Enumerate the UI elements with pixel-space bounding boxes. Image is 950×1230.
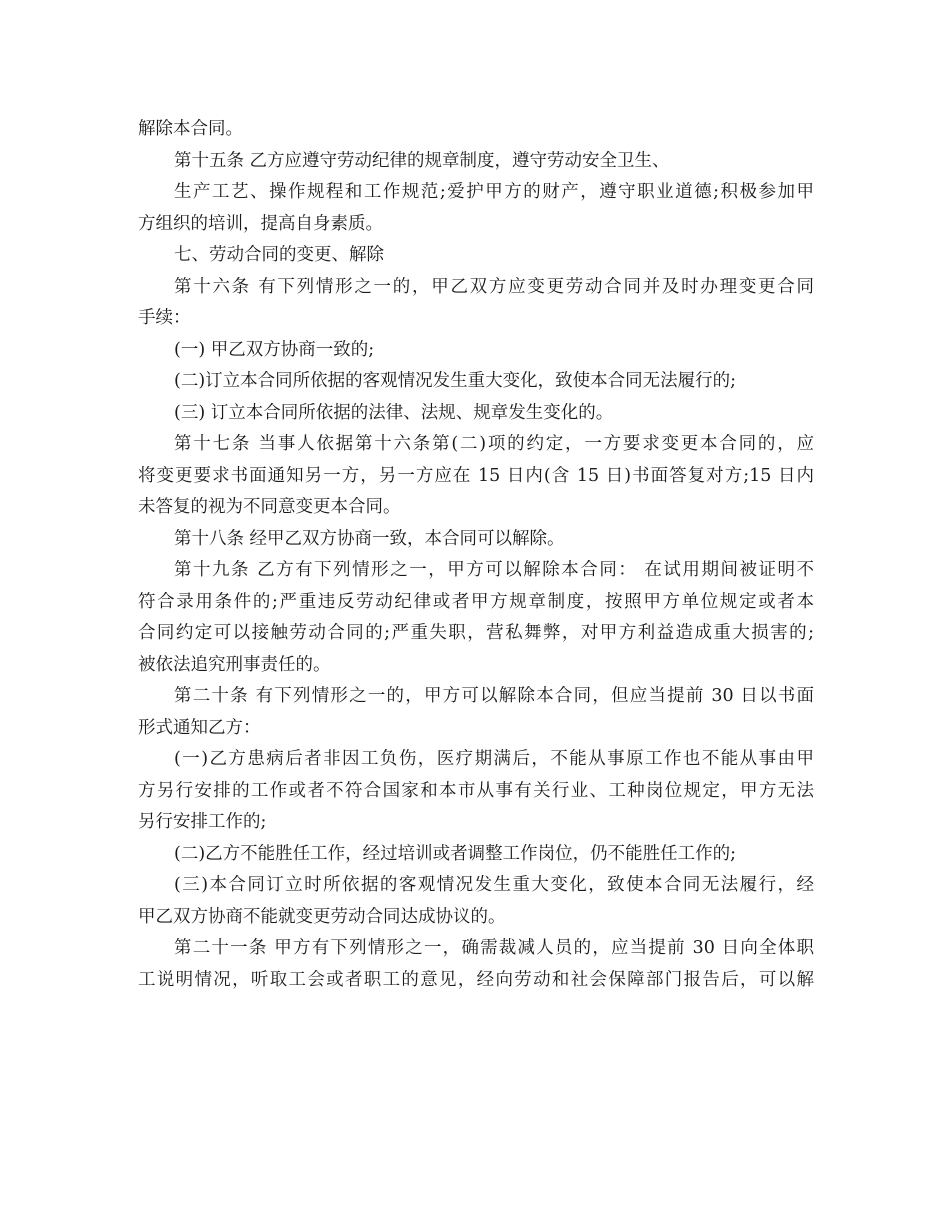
list-item: (二)乙方不能胜任工作，经过培训或者调整工作岗位，仍不能胜任工作的; xyxy=(174,843,737,864)
list-item: (三) 订立本合同所依据的法律、法规、规章发生变化的。 xyxy=(174,402,614,423)
text-line: 被依法追究刑事责任的。 xyxy=(138,654,331,675)
contract-text-body xyxy=(138,114,814,996)
section-7-heading: 七、劳动合同的变更、解除 xyxy=(174,245,384,265)
text-line: 形式通知乙方： xyxy=(138,717,261,738)
text-line: 将变更要求书面通知另一方，另一方应在 15 日内(含 15 日)书面答复对方;15 日内 xyxy=(138,465,814,486)
text-line: 符合录用条件的;严重违反劳动纪律或者甲方规章制度，按照甲方单位规定或者本 xyxy=(138,591,814,612)
article-18-line: 第十八条 经甲乙双方协商一致，本合同可以解除。 xyxy=(174,528,565,549)
list-item: (二)订立本合同所依据的客观情况发生重大变化，致使本合同无法履行的; xyxy=(174,371,737,391)
article-19-line: 第十九条 乙方有下列情形之一，甲方可以解除本合同： 在试用期间被证明不 xyxy=(174,560,814,580)
text-line: 方另行安排的工作或者不符合国家和本市从事有关行业、工种岗位规定，甲方无法 xyxy=(138,780,814,801)
text-line: 手续： xyxy=(138,308,191,328)
text-line: 解除本合同。 xyxy=(138,119,243,139)
text-line: 未答复的视为不同意变更本合同。 xyxy=(138,497,401,517)
list-item: (三)本合同订立时所依据的客观情况发生重大变化，致使本合同无法履行，经 xyxy=(174,875,814,895)
article-16-line: 第十六条 有下列情形之一的，甲乙双方应变更劳动合同并及时办理变更合同 xyxy=(174,276,814,297)
text-line: 甲乙双方协商不能就变更劳动合同达成协议的。 xyxy=(138,906,506,927)
text-line: 另行安排工作的; xyxy=(138,812,267,832)
article-21-line: 第二十一条 甲方有下列情形之一，确需裁减人员的，应当提前 30 日向全体职 xyxy=(174,938,814,958)
list-item: (一) 甲乙双方协商一致的; xyxy=(174,339,375,360)
article-17-line: 第十七条 当事人依据第十六条第(二)项的约定，一方要求变更本合同的，应 xyxy=(174,434,814,454)
article-20-line: 第二十条 有下列情形之一的，甲方可以解除本合同，但应当提前 30 日以书面 xyxy=(174,686,814,706)
text-line: 合同约定可以接触劳动合同的;严重失职，营私舞弊，对甲方利益造成重大损害的; xyxy=(138,623,814,643)
text-line: 生产工艺、操作规程和工作规范;爱护甲方的财产，遵守职业道德;积极参加甲 xyxy=(174,182,814,202)
list-item: (一)乙方患病后者非因工负伤，医疗期满后，不能从事原工作也不能从事由甲 xyxy=(174,749,814,769)
article-15-heading-line: 第十五条 乙方应遵守劳动纪律的规章制度，遵守劳动安全卫生、 xyxy=(174,150,670,171)
text-line: 工说明情况，听取工会或者职工的意见，经向劳动和社会保障部门报告后，可以解 xyxy=(138,969,814,990)
text-line: 方组织的培训，提高自身素质。 xyxy=(138,213,383,234)
